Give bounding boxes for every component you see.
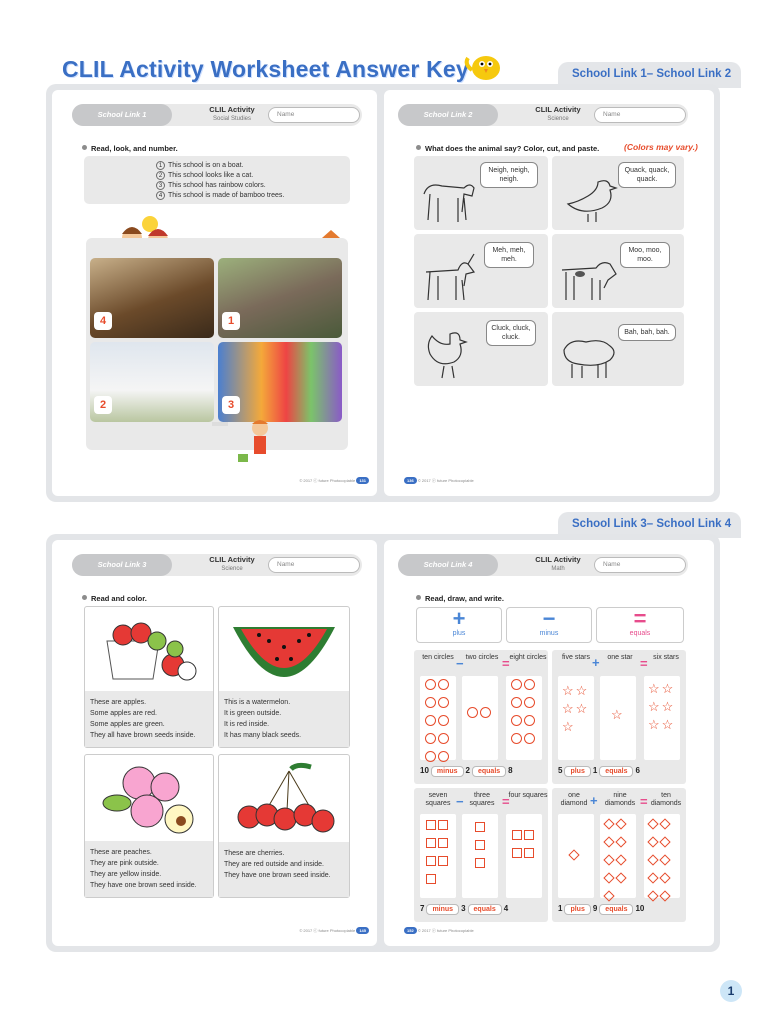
term-label: ten circles xyxy=(422,654,454,661)
drawing-column xyxy=(462,676,498,760)
term-label: four squares xyxy=(508,792,548,799)
card-text: These are apples. Some apples are red. Some apples are green. They all have brown seeds inside. xyxy=(85,691,213,747)
drawing-column xyxy=(506,814,542,898)
math-problem-diamonds xyxy=(552,788,686,922)
sentence-box xyxy=(84,156,350,204)
page-footer: 136 © 2017 ⓔ future Photocopiable xyxy=(404,477,474,484)
drawing-column xyxy=(644,814,680,898)
animal-cell-sheep xyxy=(552,312,684,386)
equation-row: 7 minus 3 equals 4 xyxy=(420,904,509,913)
fruit-card-peaches xyxy=(84,754,214,898)
activity-heading: CLIL Activity Math xyxy=(535,555,581,572)
card-text: This is a watermelon. It is green outside. It is red inside. It has many black seeds. xyxy=(219,691,349,747)
school-link-pill: School Link 2 xyxy=(398,104,498,126)
speech-bubble: Cluck, cluck, cluck. xyxy=(486,320,536,346)
fruit-card-apples xyxy=(84,606,214,748)
chick-mascot-icon xyxy=(462,44,508,84)
rainbow-school-photo xyxy=(218,342,342,422)
answer-number: 2 xyxy=(94,396,112,414)
page-footer: © 2017 ⓔ future Photocopiable 145 xyxy=(299,927,369,934)
page-header xyxy=(398,104,688,126)
term-label: five stars xyxy=(561,654,590,661)
speech-bubble: Quack, quack, quack. xyxy=(618,162,676,188)
animal-cell-chicken xyxy=(414,312,548,386)
page-header xyxy=(72,104,362,126)
school-link-pill: School Link 1 xyxy=(72,104,172,126)
page-title: CLIL Activity Worksheet Answer Key xyxy=(62,56,469,82)
card-text: These are cherries. They are red outside and inside. They have one brown seed inside. xyxy=(219,842,349,897)
sentence: 1 This school is on a boat. xyxy=(156,161,350,171)
worksheet-page-2 xyxy=(384,90,714,496)
instruction: Read and color. xyxy=(82,594,147,603)
symbol-row xyxy=(416,600,686,646)
answer-number: 4 xyxy=(94,312,112,330)
drawing-column xyxy=(462,814,498,898)
boat-school-photo xyxy=(218,258,342,338)
school-link-pill: School Link 3 xyxy=(72,554,172,576)
animal-cell-horse xyxy=(414,156,548,230)
painter-girl-illustration xyxy=(208,414,288,464)
answer-number: 1 xyxy=(222,312,240,330)
fruit-card-watermelon xyxy=(218,606,350,748)
animal-cell-cow xyxy=(552,234,684,308)
instruction: Read, look, and number. xyxy=(82,144,178,153)
name-field[interactable]: Name xyxy=(594,107,686,123)
operator: − xyxy=(456,656,464,671)
top-spread xyxy=(46,84,720,502)
math-problem-circles xyxy=(414,650,548,784)
activity-heading: CLIL Activity Science xyxy=(535,105,581,122)
speech-bubble: Bah, bah, bah. xyxy=(618,324,676,341)
activity-heading: CLIL Activity Science xyxy=(209,555,255,572)
speech-bubble: Moo, moo, moo. xyxy=(620,242,670,268)
equals-operator: = xyxy=(640,794,648,809)
speech-bubble: Neigh, neigh, neigh. xyxy=(480,162,538,188)
instruction: Read, draw, and write. xyxy=(416,594,504,603)
math-problem-squares xyxy=(414,788,548,922)
card-text: These are peaches. They are pink outside. They are yellow inside. They have one brown seed inside. xyxy=(85,841,213,897)
term-label: nine diamonds xyxy=(604,792,636,807)
animal-cell-goat xyxy=(414,234,548,308)
speech-bubble: Meh, meh, meh. xyxy=(484,242,534,268)
page-header xyxy=(398,554,688,576)
worksheet-page-4 xyxy=(384,540,714,946)
bottom-spread xyxy=(46,534,720,952)
school-link-pill: School Link 4 xyxy=(398,554,498,576)
bamboo-school-photo xyxy=(90,258,214,338)
term-label: six stars xyxy=(653,654,679,661)
equation-row: 10 minus 2 equals 8 xyxy=(420,766,513,775)
colors-note: (Colors may vary.) xyxy=(624,142,698,152)
answer-number: 3 xyxy=(222,396,240,414)
drawing-column xyxy=(600,814,636,898)
name-field[interactable]: Name xyxy=(268,107,360,123)
instruction: What does the animal say? Color, cut, and paste. xyxy=(416,144,599,153)
term-label: three squares xyxy=(469,792,495,807)
name-field[interactable]: Name xyxy=(268,557,360,573)
name-field[interactable]: Name xyxy=(594,557,686,573)
operator: + xyxy=(590,793,598,808)
drawing-column: ☆ ☆☆ ☆☆ xyxy=(558,676,594,760)
drawing-column xyxy=(506,676,542,760)
term-label: one diamond xyxy=(560,792,588,807)
bottom-link-tab: School Link 3– School Link 4 xyxy=(558,512,741,538)
worksheet-page-3 xyxy=(52,540,377,946)
term-label: two circles xyxy=(465,654,499,661)
page-footer: 152 © 2017 ⓔ future Photocopiable xyxy=(404,927,474,934)
drawing-column xyxy=(420,814,456,898)
activity-heading: CLIL Activity Social Studies xyxy=(209,105,255,122)
equation-row: 5 plus 1 equals 6 xyxy=(558,766,640,775)
worksheet-page-1 xyxy=(52,90,377,496)
minus-symbol: − minus xyxy=(506,607,592,643)
equals-operator: = xyxy=(502,794,510,809)
top-link-tab: School Link 1– School Link 2 xyxy=(558,62,741,88)
page-footer: © 2017 ⓔ future Photocopiable 131 xyxy=(299,477,369,484)
equals-operator: = xyxy=(640,656,648,671)
math-problem-stars xyxy=(552,650,686,784)
drawing-column xyxy=(558,814,594,898)
drawing-column xyxy=(420,676,456,760)
fruit-card-cherries xyxy=(218,754,350,898)
term-label: ten diamonds xyxy=(650,792,682,807)
page-number-badge: 1 xyxy=(720,980,742,1002)
sentence: 2 This school looks like a cat. xyxy=(156,171,350,181)
drawing-column: ☆ ☆☆ ☆☆ ☆ xyxy=(644,676,680,760)
equation-row: 1 plus 9 equals 10 xyxy=(558,904,645,913)
term-label: eight circles xyxy=(509,654,547,661)
term-label: seven squares xyxy=(425,792,451,807)
term-label: one star xyxy=(607,654,633,661)
plus-symbol: + plus xyxy=(416,607,502,643)
equals-symbol: = equals xyxy=(596,607,684,643)
equals-operator: = xyxy=(502,656,510,671)
drawing-column: ☆ xyxy=(600,676,636,760)
operator: − xyxy=(456,794,464,809)
sentence: 4 This school is made of bamboo trees. xyxy=(156,191,350,201)
operator: + xyxy=(592,655,600,670)
animal-cell-duck xyxy=(552,156,684,230)
page-header xyxy=(72,554,362,576)
sentence: 3 This school has rainbow colors. xyxy=(156,181,350,191)
cat-school-photo xyxy=(90,342,214,422)
